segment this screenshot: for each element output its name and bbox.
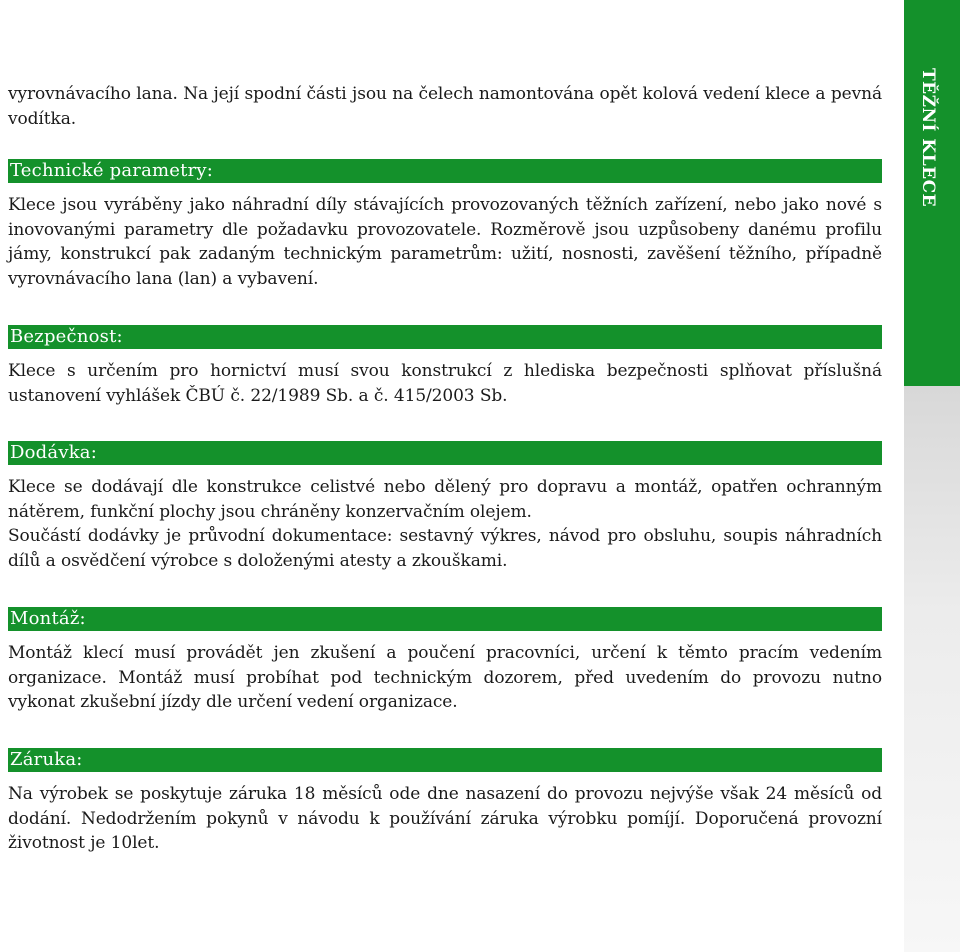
intro-block bbox=[8, 82, 882, 131]
delivery-paragraph-2: Součástí dodávky je průvodní dokumentace: sestavný výkres, návod pro obsluhu, soupis náhradních dílů a osvědčení výrobce s doloženými atesty a zkouškami. bbox=[8, 526, 882, 571]
section-heading-assembly: Montáž: bbox=[8, 607, 882, 631]
delivery-paragraph-1: Klece se dodávají dle konstrukce celistvé nebo dělený pro dopravu a montáž, opatřen ochranným nátěrem, funkční plochy jsou chráněny konzervačním olejem. bbox=[8, 477, 882, 522]
intro-paragraph: vyrovnávacího lana. Na její spodní části jsou na čelech namontována opět kolová vedení klece a pevná vodítka. bbox=[8, 84, 882, 129]
section-assembly bbox=[8, 607, 882, 715]
warranty-paragraph: Na výrobek se poskytuje záruka 18 měsíců ode dne nasazení do provozu nejvýše však 24 měsíců od dodání. Nedodržením pokynů v návodu k používání záruka výrobku pomíjí. Doporučená provozní životnost je 10let. bbox=[8, 784, 882, 853]
section-heading-delivery: Dodávka: bbox=[8, 441, 882, 465]
technical-paragraph: Klece jsou vyráběny jako náhradní díly stávajících provozovaných těžních zařízení, nebo jako nové s inovovanými parametry dle požadavku provozovatele. Rozměrově jsou uzpůsobeny danému profilu jámy, konstrukcí pak zadaným technickým parametrům: užití, nosnosti, zavěšení těžního, případně vyrovnávacího lana (lan) a vybavení. bbox=[8, 195, 882, 289]
section-heading-warranty: Záruka: bbox=[8, 748, 882, 772]
section-heading-safety: Bezpečnost: bbox=[8, 325, 882, 349]
section-technical bbox=[8, 159, 882, 291]
side-tab-label: TĚŽNÍ KLECE bbox=[918, 68, 938, 208]
section-delivery bbox=[8, 441, 882, 573]
assembly-paragraph: Montáž klecí musí provádět jen zkušení a poučení pracovníci, určení k těmto pracím vedením organizace. Montáž musí probíhat pod technickým dozorem, před uvedením do provozu nutno vykonat zkušební jízdy dle určení vedení organizace. bbox=[8, 643, 882, 712]
side-tab-gradient bbox=[904, 386, 960, 952]
section-heading-technical: Technické parametry: bbox=[8, 159, 882, 183]
safety-paragraph: Klece s určením pro hornictví musí svou konstrukcí z hlediska bezpečnosti splňovat příslušná ustanovení vyhlášek ČBÚ č. 22/1989 Sb. a č. 415/2003 Sb. bbox=[8, 361, 882, 406]
section-safety bbox=[8, 325, 882, 408]
section-warranty bbox=[8, 748, 882, 856]
